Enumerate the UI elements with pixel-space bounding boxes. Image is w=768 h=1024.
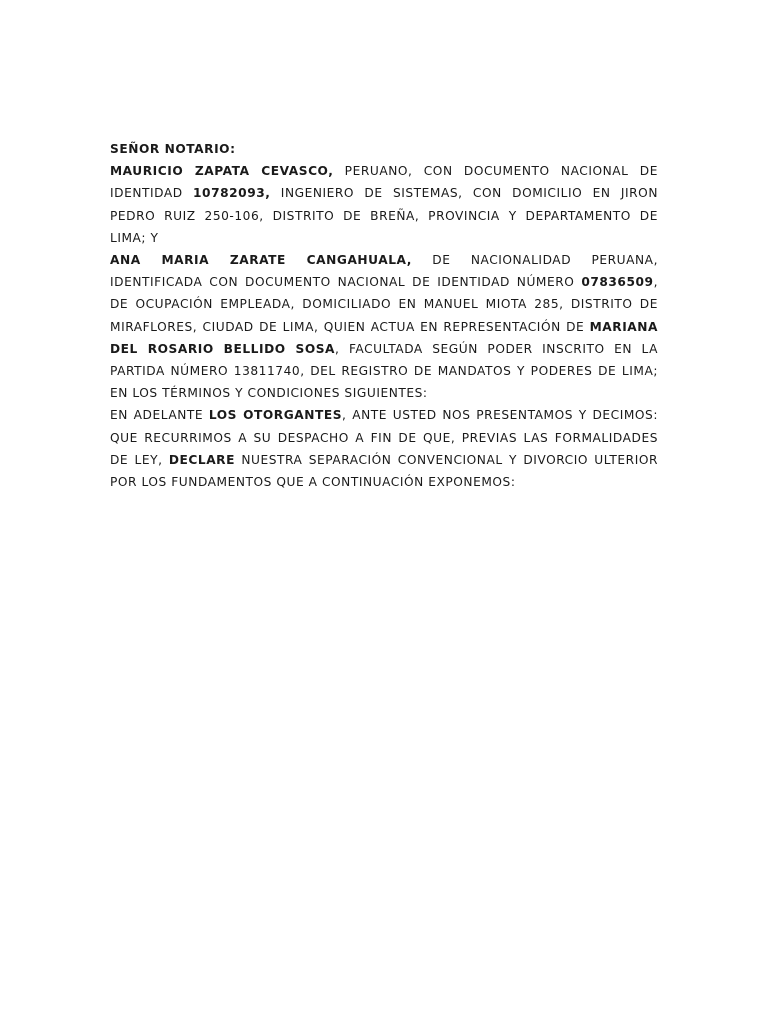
- salutation: SEÑOR NOTARIO:: [110, 142, 236, 156]
- document-page: [110, 138, 658, 493]
- party1-paragraph: [110, 160, 658, 249]
- closing-paragraph: [110, 404, 658, 493]
- party1-name: MAURICIO ZAPATA CEVASCO,: [110, 164, 334, 179]
- party2-name: ANA MARIA ZARATE CANGAHUALA,: [110, 253, 412, 268]
- closing-otorgantes: LOS OTORGANTES: [208, 408, 343, 423]
- closing-text3: NUESTRA SEPARACIÓN CONVENCIONAL Y DIVORCIO ULTERIOR POR LOS FUNDAMENTOS QUE A CONTINUACIÓN EXPONEMOS:: [110, 452, 659, 490]
- party2-dni: 07836509: [581, 275, 654, 290]
- party2-text3: , FACULTADA SEGÚN PODER INSCRITO EN LA PARTIDA NÚMERO 13811740, DEL REGISTRO DE MANDATOS Y PODERES DE LIMA; EN LOS TÉRMINOS Y CONDICIONES SIGUIENTES:: [110, 341, 658, 401]
- party2-represented: MARIANA DEL ROSARIO BELLIDO SOSA: [110, 319, 658, 356]
- party2-text2: , DE OCUPACIÓN EMPLEADA, DOMICILIADO EN MANUEL MIOTA 285, DISTRITO DE MIRAFLORES, CIUDAD DE LIMA, QUIEN ACTUA EN REPRESENTACIÓN DE: [110, 275, 658, 334]
- party1-dni: 10782093,: [193, 186, 271, 201]
- party2-paragraph: [110, 249, 658, 404]
- party1-text1: PERUANO, CON DOCUMENTO NACIONAL DE IDENTIDAD: [110, 164, 658, 201]
- closing-declare: DECLARE: [168, 452, 235, 467]
- closing-text1: EN ADELANTE: [110, 408, 209, 423]
- party1-text2: INGENIERO DE SISTEMAS, CON DOMICILIO EN JIRON PEDRO RUIZ 250-106, DISTRITO DE BREÑA, PROVINCIA Y DEPARTAMENTO DE LIMA; Y: [110, 186, 658, 245]
- closing-text2: , ANTE USTED NOS PRESENTAMOS Y DECIMOS: QUE RECURRIMOS A SU DESPACHO A FIN DE QUE, PREVIAS LAS FORMALIDADES DE LEY,: [110, 408, 658, 467]
- party2-text1: DE NACIONALIDAD PERUANA, IDENTIFICADA CON DOCUMENTO NACIONAL DE IDENTIDAD NÚMERO: [110, 253, 658, 290]
